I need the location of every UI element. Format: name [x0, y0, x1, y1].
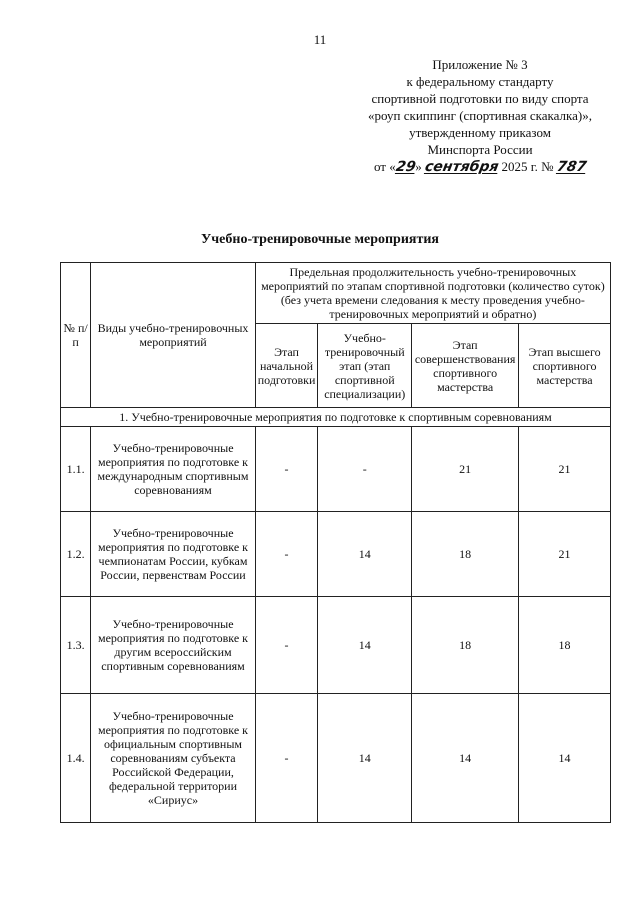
row-value: 14	[519, 694, 611, 823]
stage-header: Этап начальной подготовки	[255, 324, 318, 408]
row-no: 1.4.	[61, 694, 91, 823]
row-value: 18	[412, 512, 519, 597]
stage-header: Учебно-тренировочный этап (этап спортивной специализации)	[318, 324, 412, 408]
row-value: 18	[412, 597, 519, 694]
row-no: 1.2.	[61, 512, 91, 597]
appendix-line: Минспорта России	[427, 142, 533, 157]
appendix-line: «роуп скиппинг (спортивная скакалка)»,	[368, 108, 592, 123]
stage-header: Этап высшего спортивного мастерства	[519, 324, 611, 408]
row-value: 21	[519, 512, 611, 597]
header-duration: Предельная продолжительность учебно-тренировочных мероприятий по этапам спортивной подготовки (количество суток) (без учета времени следования к месту проведения учебно-тренировочных мероприятий и обратно)	[255, 263, 610, 324]
table-row	[61, 427, 611, 512]
handwritten-month: сентября	[423, 159, 500, 175]
header-type: Виды учебно-тренировочных мероприятий	[91, 263, 255, 408]
table-row	[61, 597, 611, 694]
training-events-table	[60, 262, 611, 823]
stage-header: Этап совершенствования спортивного мастерства	[412, 324, 519, 408]
row-value: 14	[318, 597, 412, 694]
row-name: Учебно-тренировочные мероприятия по подготовке к чемпионатам России, кубкам России, первенствам России	[91, 512, 255, 597]
handwritten-order-number: 787	[555, 159, 588, 175]
document-title: Учебно-тренировочные мероприятия	[201, 232, 439, 247]
row-no: 1.3.	[61, 597, 91, 694]
page-number: 11	[313, 32, 327, 47]
order-date-line	[330, 158, 630, 176]
appendix-line: утвержденному приказом	[409, 125, 551, 140]
header-no: № п/п	[61, 263, 91, 408]
appendix-line: к федеральному стандарту	[406, 74, 554, 89]
row-value: 14	[318, 512, 412, 597]
row-value: 21	[519, 427, 611, 512]
table-header-row	[61, 263, 611, 324]
date-mid: »	[415, 159, 425, 174]
row-name: Учебно-тренировочные мероприятия по подготовке к официальным спортивным соревнованиям субъекта Российской Федерации, федеральной территории «Сириус»	[91, 694, 255, 823]
row-value: -	[255, 427, 318, 512]
row-value: -	[255, 597, 318, 694]
table-row	[61, 694, 611, 823]
row-value: -	[255, 694, 318, 823]
row-value: 14	[318, 694, 412, 823]
row-value: 14	[412, 694, 519, 823]
row-value: -	[255, 512, 318, 597]
appendix-block	[330, 56, 630, 176]
handwritten-day: 29	[394, 159, 417, 175]
appendix-line: Приложение № 3	[432, 57, 528, 72]
section-title: 1. Учебно-тренировочные мероприятия по подготовке к спортивным соревнованиям	[61, 408, 611, 427]
row-name: Учебно-тренировочные мероприятия по подготовке к другим всероссийским спортивным соревнованиям	[91, 597, 255, 694]
row-no: 1.1.	[61, 427, 91, 512]
date-prefix: от «	[373, 159, 396, 174]
row-value: 18	[519, 597, 611, 694]
appendix-line: спортивной подготовки по виду спорта	[371, 91, 589, 106]
table-row	[61, 512, 611, 597]
row-value: 21	[412, 427, 519, 512]
row-name: Учебно-тренировочные мероприятия по подготовке к международным спортивным соревнованиям	[91, 427, 255, 512]
row-value: -	[318, 427, 412, 512]
section-row	[61, 408, 611, 427]
date-year: 2025 г. №	[498, 159, 557, 174]
